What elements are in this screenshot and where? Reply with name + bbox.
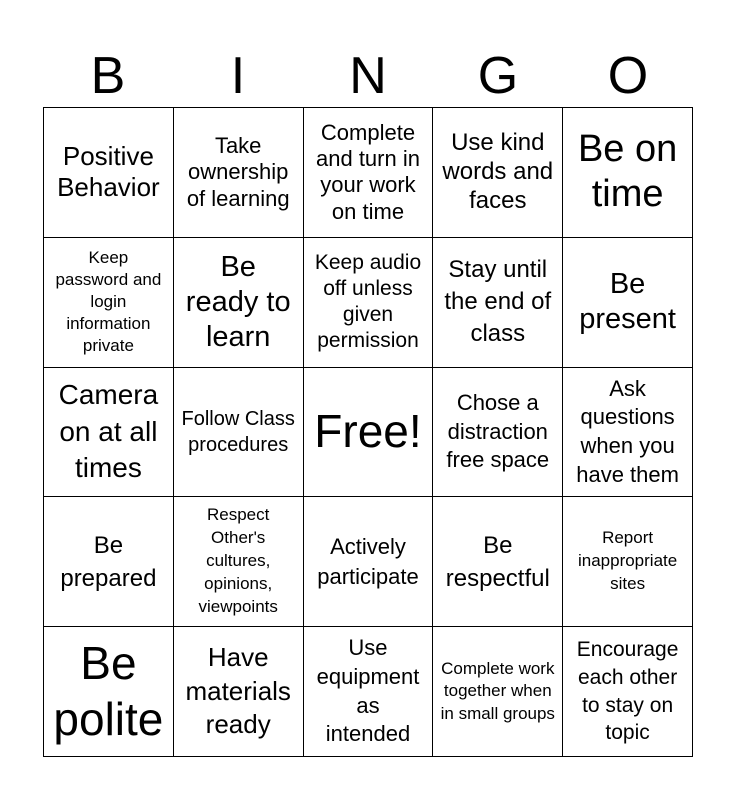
- cell-text: Positive Behavior: [57, 141, 160, 203]
- cell-text: Follow Class procedures: [181, 407, 295, 456]
- bingo-cell[interactable]: [433, 368, 563, 498]
- bingo-cell[interactable]: [174, 368, 304, 498]
- header-letter-b: B: [90, 47, 126, 105]
- bingo-cell[interactable]: [44, 368, 174, 498]
- bingo-cell[interactable]: [174, 627, 304, 757]
- header-letter-i: I: [230, 47, 246, 105]
- cell-text: Camera on at all times: [58, 379, 159, 484]
- bingo-header: [43, 42, 693, 108]
- bingo-cell[interactable]: [304, 238, 434, 368]
- cell-text: Respect Other's cultures, opinions, viewpoints: [198, 505, 278, 617]
- bingo-cell[interactable]: [433, 238, 563, 368]
- cell-text: Take ownership of learning: [186, 132, 290, 211]
- bingo-cell[interactable]: [433, 497, 563, 627]
- free-space-label: Free!: [314, 405, 422, 458]
- free-space-cell[interactable]: [304, 368, 434, 498]
- bingo-cell[interactable]: [304, 108, 434, 238]
- cell-text: Use equipment as intended: [316, 635, 420, 747]
- cell-text: Ask questions when you have them: [576, 375, 679, 487]
- bingo-cell[interactable]: [174, 238, 304, 368]
- cell-text: Report inappropriate sites: [577, 528, 678, 594]
- bingo-cell[interactable]: [174, 108, 304, 238]
- cell-text: Be ready to learn: [185, 251, 291, 353]
- bingo-cell[interactable]: [44, 497, 174, 627]
- cell-text: Stay until the end of class: [444, 255, 552, 348]
- cell-text: Be present: [579, 268, 676, 336]
- bingo-cell[interactable]: [563, 627, 693, 757]
- cell-text: Chose a distraction free space: [446, 390, 550, 473]
- cell-text: Have materials ready: [185, 641, 291, 740]
- cell-text: Be respectful: [445, 531, 550, 592]
- bingo-cell[interactable]: [563, 108, 693, 238]
- cell-text: Complete work together when in small groups: [440, 658, 555, 723]
- bingo-cell[interactable]: [304, 497, 434, 627]
- bingo-cell[interactable]: [304, 627, 434, 757]
- bingo-cell[interactable]: [44, 238, 174, 368]
- cell-text: Keep audio off unless given permission: [314, 250, 422, 353]
- bingo-cell[interactable]: [563, 238, 693, 368]
- cell-text: Be on time: [577, 127, 678, 216]
- cell-text: Be polite: [53, 637, 164, 745]
- header-letter-n: N: [349, 47, 387, 105]
- header-letter-o: O: [607, 47, 649, 105]
- bingo-cell[interactable]: [433, 627, 563, 757]
- cell-text: Be prepared: [60, 531, 157, 592]
- cell-text: Use kind words and faces: [442, 129, 554, 214]
- bingo-cell[interactable]: [433, 108, 563, 238]
- bingo-cell[interactable]: [563, 368, 693, 498]
- cell-text: Complete and turn in your work on time: [316, 119, 420, 224]
- bingo-board: [43, 107, 693, 757]
- cell-text: Keep password and login information private: [55, 247, 162, 356]
- bingo-cell[interactable]: [44, 108, 174, 238]
- bingo-cell[interactable]: [44, 627, 174, 757]
- cell-text: Encourage each other to stay on topic: [576, 638, 679, 745]
- bingo-cell[interactable]: [174, 497, 304, 627]
- header-letter-g: G: [477, 47, 519, 105]
- bingo-cell[interactable]: [563, 497, 693, 627]
- cell-text: Actively participate: [317, 534, 419, 589]
